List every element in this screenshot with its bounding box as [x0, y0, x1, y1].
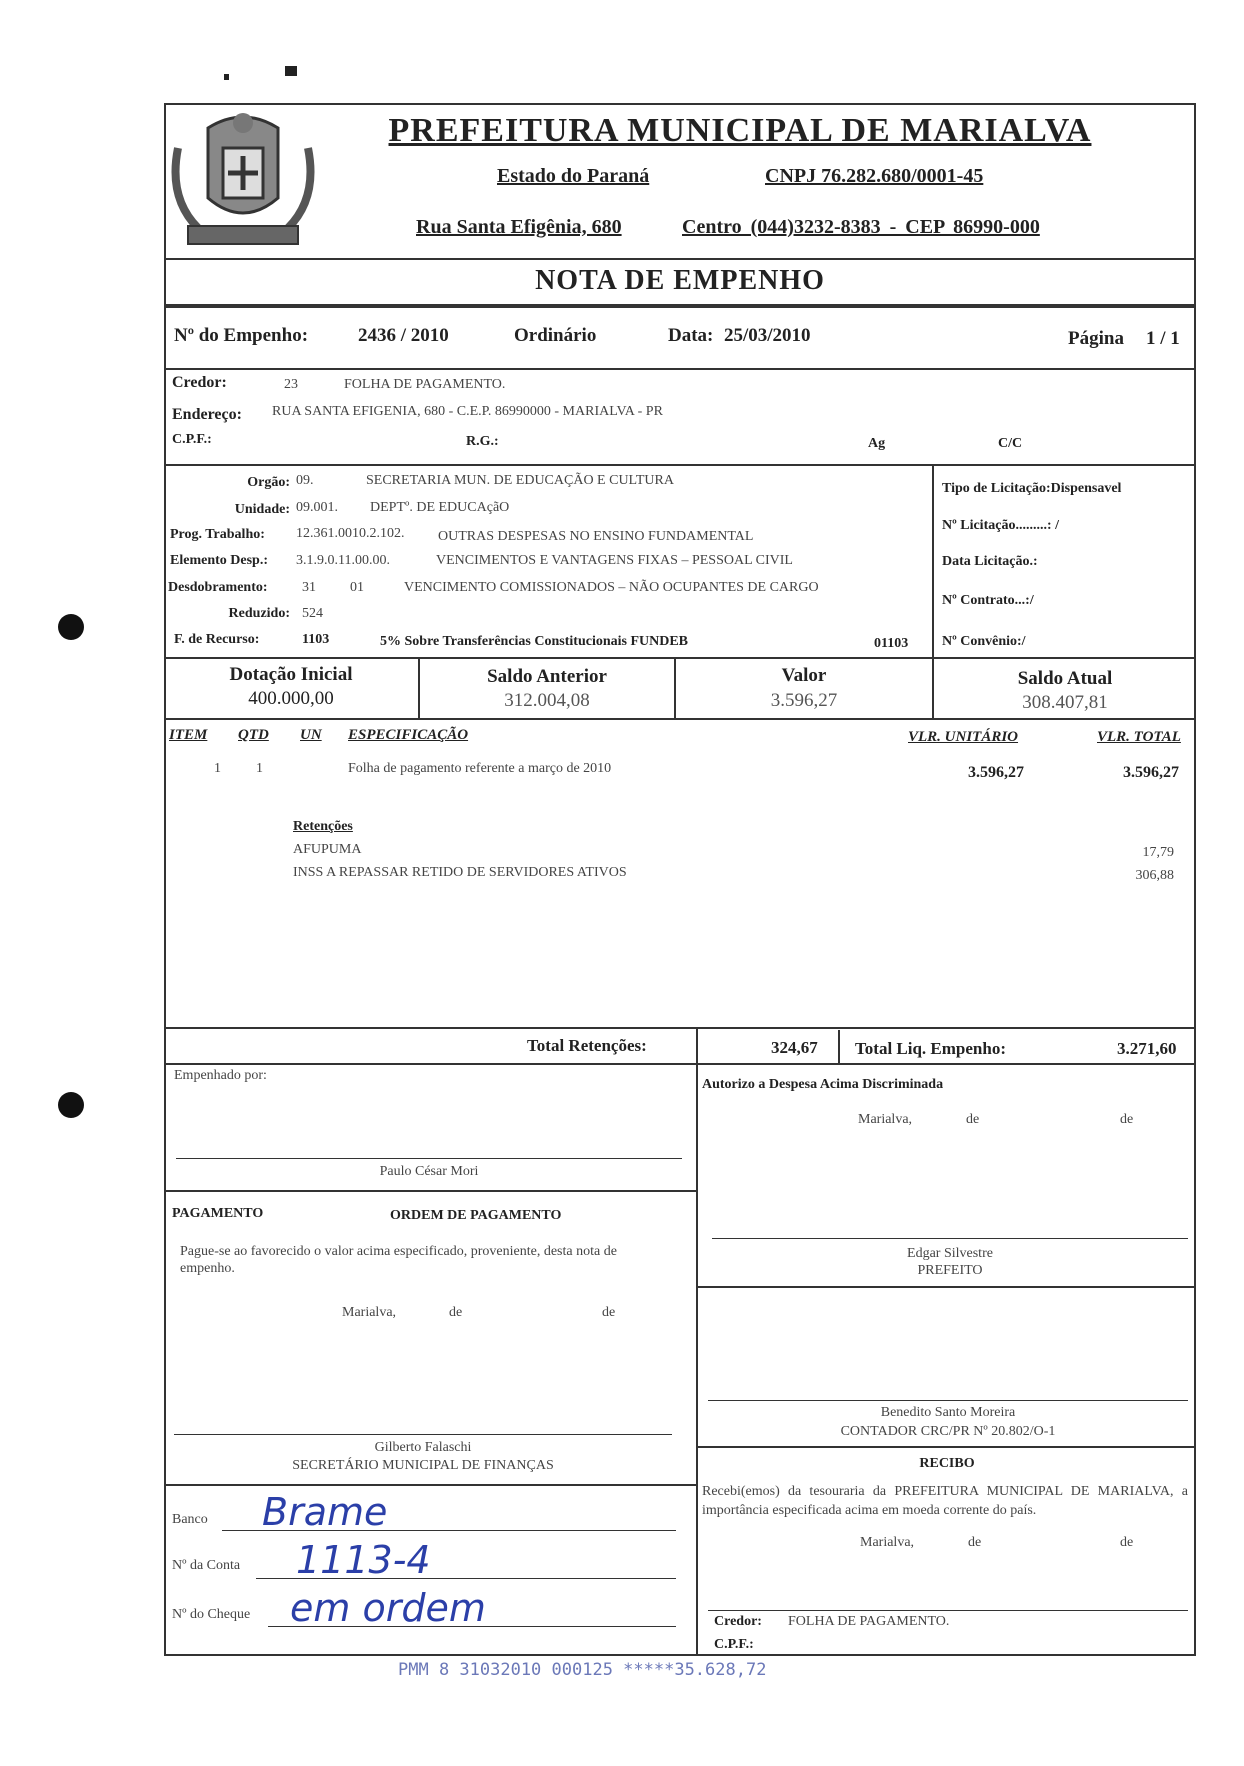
- pagamento-de-1: de: [449, 1305, 463, 1320]
- state-name: Estado do Paraná: [497, 165, 650, 187]
- recibo-credor: FOLHA DE PAGAMENTO.: [788, 1614, 950, 1629]
- retencao-name-2: INSS A REPASSAR RETIDO DE SERVIDORES ATIVOS: [293, 865, 627, 880]
- numero-convenio: Nº Convênio:/: [942, 634, 1026, 649]
- item-number: 1: [214, 761, 221, 776]
- total-liq-value: 3.271,60: [1117, 1039, 1177, 1058]
- item-especificacao: Folha de pagamento referente a março de 2010: [348, 761, 612, 776]
- saldo-anterior-value: 312.004,08: [504, 690, 590, 711]
- recibo-de-1: de: [968, 1535, 982, 1550]
- valor-label: Valor: [781, 665, 827, 686]
- elemento-label: Elemento Desp.:: [170, 553, 268, 568]
- numero-contrato: Nº Contrato...:/: [942, 593, 1034, 608]
- pagamento-text: Pague-se ao favorecido o valor acima especificado, proveniente, desta nota de empenho.: [180, 1244, 617, 1276]
- empenho-type: Ordinário: [514, 325, 597, 346]
- recibo-cpf-label: C.P.F.:: [714, 1637, 754, 1652]
- numero-licitacao: Nº Licitação.........: /: [942, 518, 1059, 533]
- cnpj: CNPJ 76.282.680/0001-45: [765, 165, 984, 187]
- recurso-desc: 5% Sobre Transferências Constitucionais FUNDEB: [380, 634, 689, 649]
- col-un: UN: [300, 727, 322, 743]
- unidade-desc: DEPTº. DE EDUCAçãO: [370, 500, 510, 515]
- credor-code: 23: [284, 377, 298, 392]
- recurso-code: 1103: [302, 632, 330, 647]
- prog-desc: OUTRAS DESPESAS NO ENSINO FUNDAMENTAL: [438, 529, 754, 544]
- total-retencoes-label: Total Retenções:: [527, 1036, 647, 1055]
- orgao-desc: SECRETARIA MUN. DE EDUCAÇÃO E CULTURA: [366, 473, 674, 488]
- saldo-anterior-label: Saldo Anterior: [487, 666, 607, 687]
- prog-label: Prog. Trabalho:: [170, 527, 265, 542]
- contact-line: Centro (044)3232-8383 - CEP 86990-000: [682, 216, 1040, 238]
- cash-register-stamp: PMM 8 31032010 000125 *****35.628,72: [398, 1660, 767, 1680]
- retencao-value-1: 17,79: [1142, 845, 1174, 860]
- unidade-code: 09.001.: [296, 500, 338, 515]
- col-item: ITEM: [169, 727, 208, 743]
- empenhado-por-name: Paulo César Mori: [379, 1164, 479, 1179]
- ordem-pagamento-label: ORDEM DE PAGAMENTO: [390, 1208, 562, 1223]
- desdobramento-a: 31: [302, 580, 316, 595]
- contador-title: CONTADOR CRC/PR Nº 20.802/O-1: [840, 1424, 1056, 1439]
- coat-of-arms-seal: [168, 108, 318, 256]
- conta-handwriting: 1113-4: [296, 1538, 431, 1582]
- item-vlr-unitario: 3.596,27: [968, 764, 1024, 781]
- data-licitacao: Data Licitação.:: [942, 554, 1038, 569]
- reduzido-code: 524: [302, 606, 323, 621]
- total-liq-label: Total Liq. Empenho:: [855, 1039, 1006, 1058]
- empenhado-por-label: Empenhado por:: [174, 1068, 267, 1083]
- total-retencoes-value: 324,67: [771, 1038, 818, 1057]
- item-qtd: 1: [256, 761, 263, 776]
- cheque-label: Nº do Cheque: [172, 1607, 251, 1622]
- endereco-label: Endereço:: [172, 406, 242, 423]
- unidade-label: Unidade:: [234, 502, 290, 517]
- rg-label: R.G.:: [466, 434, 499, 449]
- tipo-licitacao: Tipo de Licitação:Dispensavel: [942, 481, 1122, 496]
- cc-label: C/C: [998, 436, 1023, 451]
- autorizo-place: Marialva,: [858, 1112, 913, 1127]
- orgao-label: Orgão:: [247, 475, 290, 490]
- elemento-code: 3.1.9.0.11.00.00.: [296, 553, 390, 568]
- address: Rua Santa Efigênia, 680: [416, 216, 622, 238]
- punch-hole-top: [58, 614, 84, 640]
- reduzido-label: Reduzido:: [228, 606, 290, 621]
- autorizo-de-1: de: [966, 1112, 980, 1127]
- banco-label: Banco: [172, 1512, 208, 1527]
- orgao-code: 09.: [296, 473, 314, 488]
- saldo-atual-value: 308.407,81: [1022, 692, 1108, 713]
- retencao-name-1: AFUPUMA: [293, 842, 362, 857]
- saldo-atual-label: Saldo Atual: [1017, 668, 1113, 689]
- contador-name: Benedito Santo Moreira: [880, 1405, 1016, 1420]
- col-especificacao: ESPECIFICAÇÃO: [348, 727, 469, 743]
- empenho-date-label: Data:: [668, 325, 714, 346]
- dotacao-label: Dotação Inicial: [229, 664, 353, 685]
- retencao-value-2: 306,88: [1135, 868, 1174, 883]
- desdobramento-desc: VENCIMENTO COMISSIONADOS – NÃO OCUPANTES DE CARGO: [404, 580, 819, 595]
- col-vlr-unitario: VLR. UNITÁRIO: [908, 729, 1019, 745]
- endereco: RUA SANTA EFIGENIA, 680 - C.E.P. 86990000 - MARIALVA - PR: [272, 404, 663, 419]
- conta-label: Nº da Conta: [172, 1558, 241, 1573]
- dotacao-value: 400.000,00: [248, 688, 334, 709]
- punch-hole-bottom: [58, 1092, 84, 1118]
- credor-label: Credor:: [172, 374, 227, 391]
- recibo-place: Marialva,: [860, 1535, 915, 1550]
- prefeito-title: PREFEITO: [917, 1263, 983, 1278]
- credor-name: FOLHA DE PAGAMENTO.: [344, 377, 506, 392]
- recurso-label: F. de Recurso:: [174, 632, 260, 647]
- elemento-desc: VENCIMENTOS E VANTAGENS FIXAS – PESSOAL CIVIL: [436, 553, 793, 568]
- cheque-handwriting: em ordem: [290, 1586, 486, 1630]
- secretario-title: SECRETÁRIO MUNICIPAL DE FINANÇAS: [292, 1458, 554, 1473]
- empenho-number: 2436 / 2010: [358, 325, 449, 346]
- page-number: 1 / 1: [1146, 328, 1180, 349]
- pagamento-place: Marialva,: [342, 1305, 397, 1320]
- recibo-title: RECIBO: [919, 1456, 975, 1471]
- secretario-name: Gilberto Falaschi: [374, 1440, 472, 1455]
- document-title: NOTA DE EMPENHO: [535, 265, 825, 296]
- recibo-credor-label: Credor:: [714, 1614, 762, 1629]
- ag-label: Ag: [868, 436, 886, 451]
- recibo-text: Recebi(emos) da tesouraria da PREFEITURA MUNICIPAL DE MARIALVA, a importância especificada acima em moeda corrente do país.: [702, 1484, 1188, 1518]
- desdobramento-label: Desdobramento:: [168, 580, 268, 595]
- desdobramento-b: 01: [350, 580, 364, 595]
- col-qtd: QTD: [238, 727, 269, 743]
- empenho-date: 25/03/2010: [724, 325, 811, 346]
- cpf-label: C.P.F.:: [172, 432, 212, 447]
- item-vlr-total: 3.596,27: [1123, 764, 1179, 781]
- prog-code: 12.361.0010.2.102.: [296, 526, 405, 541]
- pagamento-label: PAGAMENTO: [172, 1206, 264, 1221]
- autorizo-de-2: de: [1120, 1112, 1134, 1127]
- retencoes-title: Retenções: [293, 819, 353, 834]
- page-label: Página: [1068, 328, 1124, 349]
- autorizo-label: Autorizo a Despesa Acima Discriminada: [702, 1077, 944, 1092]
- banco-handwriting: Brame: [262, 1490, 388, 1534]
- col-vlr-total: VLR. TOTAL: [1097, 729, 1181, 745]
- prefeito-name: Edgar Silvestre: [907, 1246, 993, 1261]
- prefeitura-title: PREFEITURA MUNICIPAL DE MARIALVA: [388, 112, 1092, 149]
- scan-speck: [285, 66, 297, 76]
- recurso-code-2: 01103: [874, 636, 909, 651]
- empenho-number-label: Nº do Empenho:: [174, 325, 309, 346]
- valor-value: 3.596,27: [770, 690, 838, 711]
- pagamento-de-2: de: [602, 1305, 616, 1320]
- recibo-de-2: de: [1120, 1535, 1134, 1550]
- scan-speck: [224, 74, 229, 80]
